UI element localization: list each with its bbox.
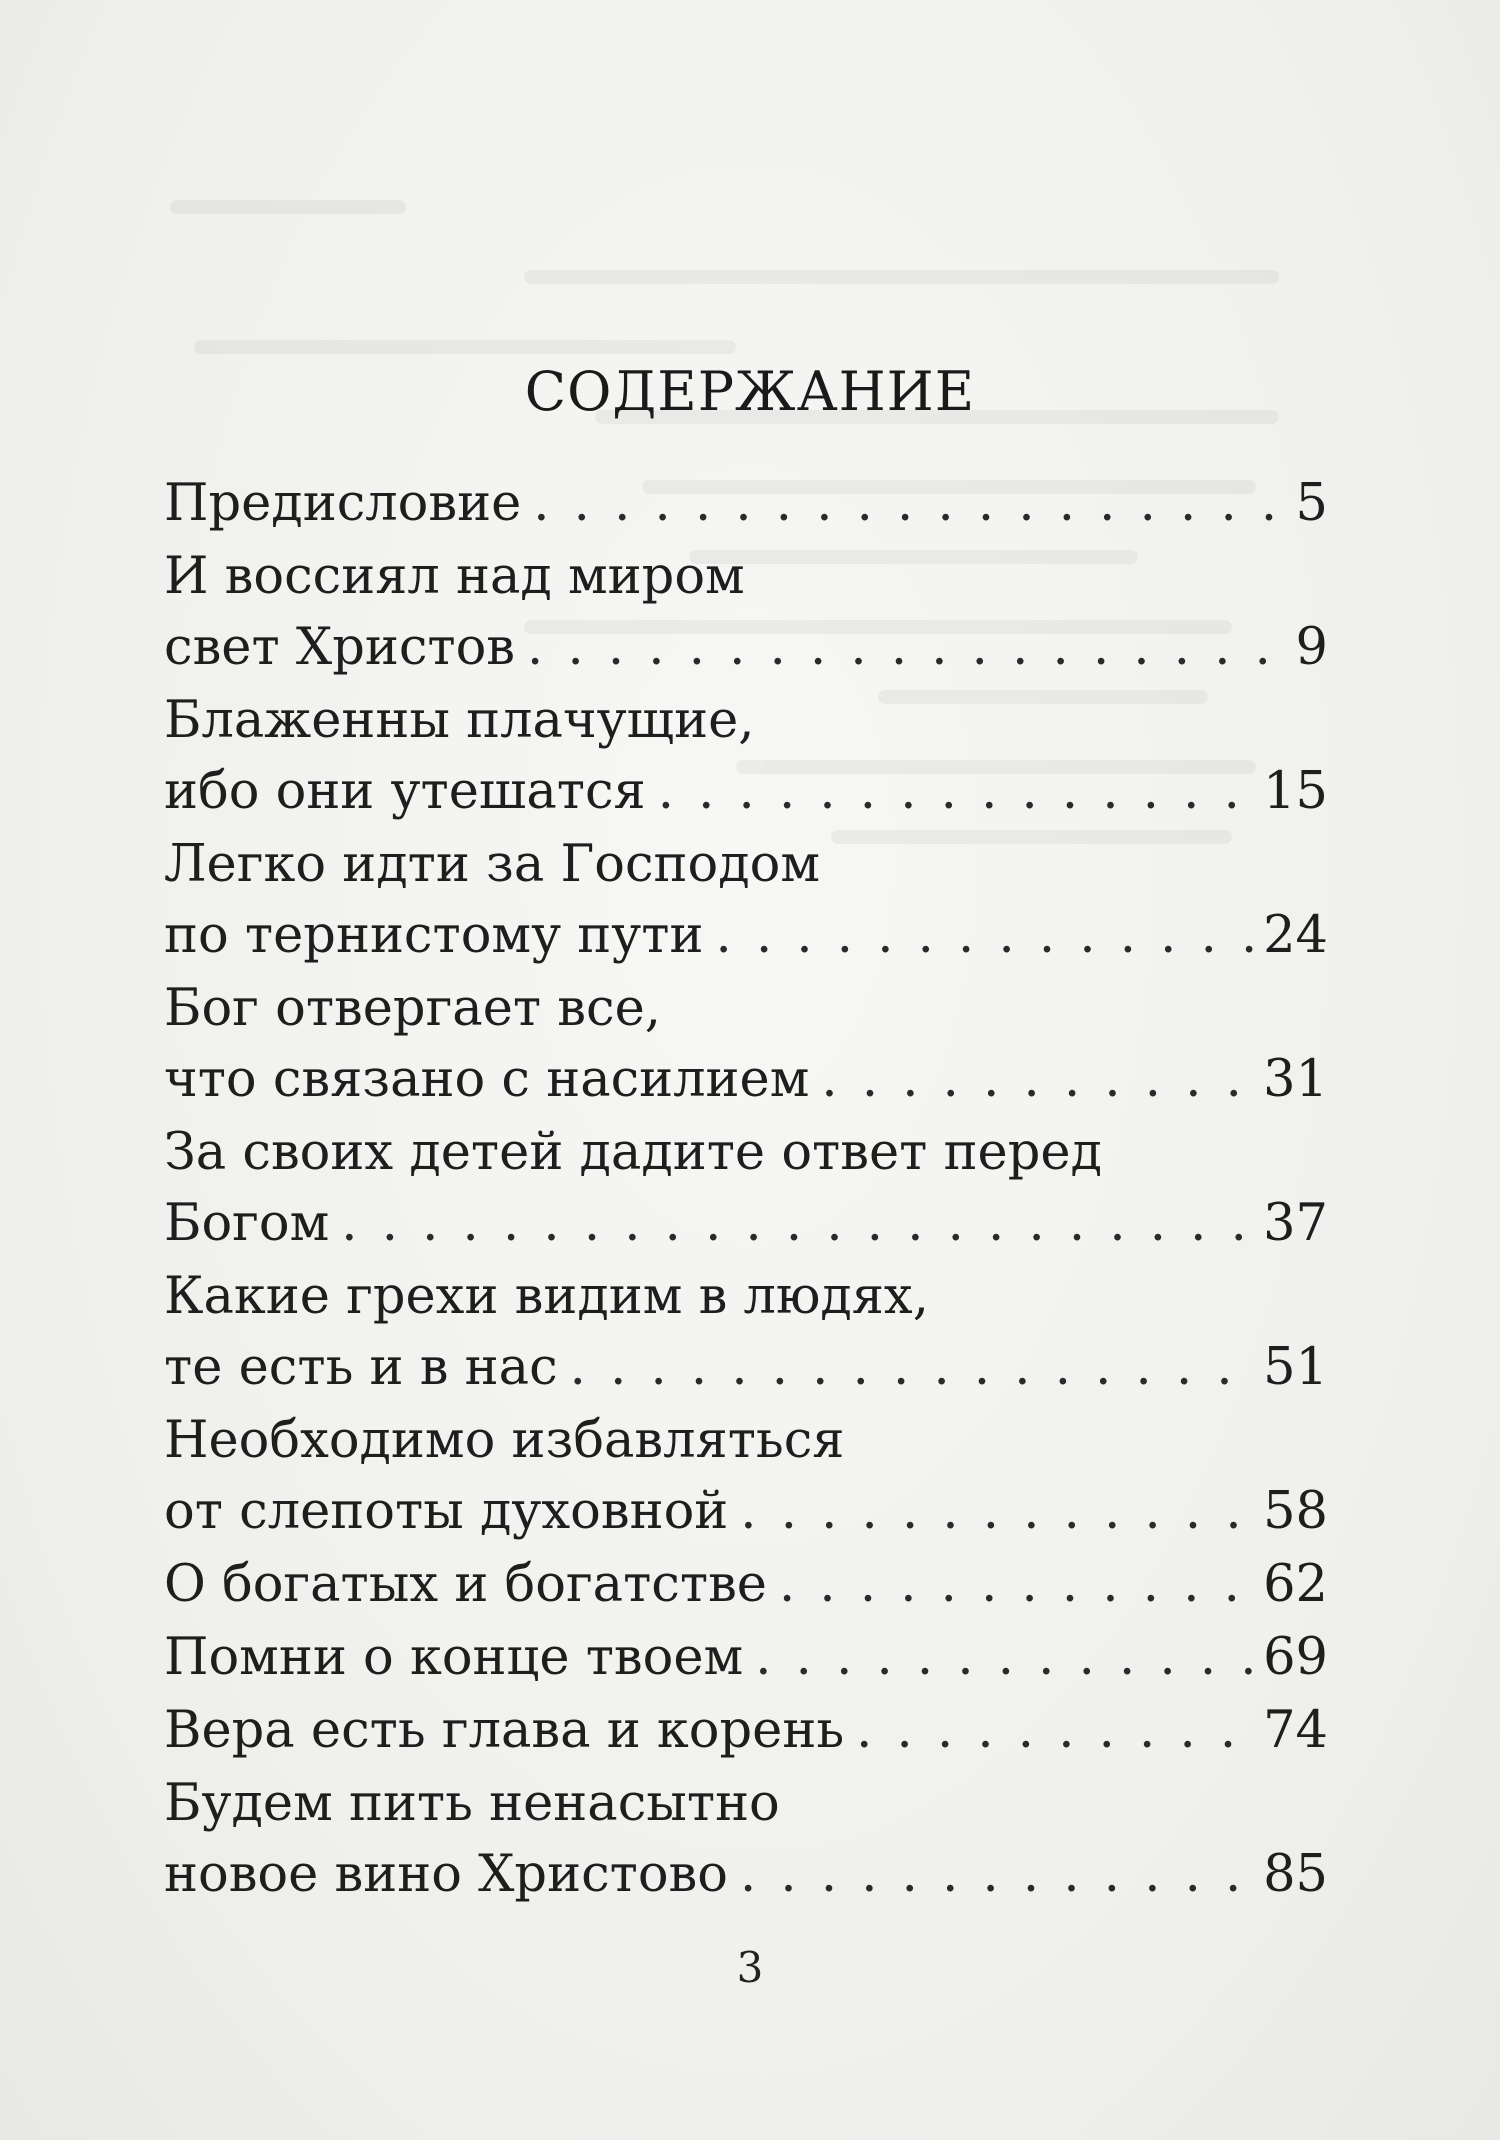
toc-page-number: 85 — [1263, 1845, 1328, 1904]
toc-entry-4[interactable] — [164, 973, 1328, 1115]
dot-leader — [740, 1476, 1253, 1547]
toc-entry-11[interactable] — [164, 1768, 1328, 1910]
toc-entry-1[interactable] — [164, 541, 1328, 683]
dot-leader — [779, 1549, 1253, 1620]
toc-entry-8[interactable] — [164, 1549, 1328, 1620]
toc-page-number: 31 — [1263, 1050, 1328, 1109]
toc-entry-title: Помни о конце твоем — [164, 1628, 744, 1687]
toc-entry-title: За своих детей дадите ответ перед — [164, 1123, 1102, 1182]
toc-page-number: 74 — [1263, 1701, 1328, 1760]
toc-entry-2[interactable] — [164, 685, 1328, 827]
toc-entry-title-continued: ибо они утешатся — [164, 762, 646, 821]
toc-page-number: 58 — [1263, 1482, 1328, 1541]
toc-entry-preface[interactable] — [164, 468, 1328, 539]
table-of-contents — [164, 468, 1328, 1912]
toc-entry-title: Предисловие — [164, 474, 522, 533]
toc-page-number: 5 — [1295, 474, 1328, 533]
toc-entry-title: Будем пить ненасытно — [164, 1774, 780, 1833]
toc-entry-title: И воссиял над миром — [164, 547, 745, 606]
toc-entry-title: Легко идти за Господом — [164, 835, 821, 894]
dot-leader — [856, 1695, 1253, 1766]
dot-leader — [821, 1044, 1253, 1115]
contents-title: СОДЕРЖАНИЕ — [524, 360, 976, 423]
toc-entry-6[interactable] — [164, 1261, 1328, 1403]
dot-leader — [533, 468, 1278, 539]
toc-page-number: 62 — [1263, 1555, 1328, 1614]
toc-page-number: 69 — [1263, 1628, 1328, 1687]
toc-entry-title: Вера есть глава и корень — [164, 1701, 845, 1760]
toc-entry-title-continued: Богом — [164, 1194, 330, 1253]
toc-page-number: 37 — [1263, 1194, 1328, 1253]
dot-leader — [527, 612, 1278, 683]
toc-page-number: 15 — [1263, 762, 1328, 821]
toc-page-number: 9 — [1295, 618, 1328, 677]
toc-entry-title-continued: те есть и в нас — [164, 1338, 558, 1397]
toc-entry-title-continued: от слепоты духовной — [164, 1482, 729, 1541]
dot-leader — [755, 1622, 1253, 1693]
toc-entry-9[interactable] — [164, 1622, 1328, 1693]
toc-entry-3[interactable] — [164, 829, 1328, 971]
dot-leader — [740, 1839, 1253, 1910]
toc-entry-title-continued: новое вино Христово — [164, 1845, 728, 1904]
toc-entry-title-continued: что связано с насилием — [164, 1050, 810, 1109]
toc-entry-title: Необходимо избавляться — [164, 1411, 845, 1470]
dot-leader — [716, 900, 1254, 971]
toc-entry-10[interactable] — [164, 1695, 1328, 1766]
dot-leader — [570, 1332, 1253, 1403]
toc-entry-7[interactable] — [164, 1405, 1328, 1547]
dot-leader — [658, 756, 1253, 827]
toc-entry-title: О богатых и богатстве — [164, 1555, 767, 1614]
toc-page-number: 51 — [1263, 1338, 1328, 1397]
toc-entry-title: Блаженны плачущие, — [164, 691, 755, 750]
toc-entry-title: Бог отвергает все, — [164, 979, 661, 1038]
toc-entry-title-continued: по тернистому пути — [164, 906, 704, 965]
toc-page-number: 24 — [1263, 906, 1328, 965]
toc-entry-title: Какие грехи видим в людях, — [164, 1267, 929, 1326]
toc-entry-title-continued: свет Христов — [164, 618, 516, 677]
toc-entry-5[interactable] — [164, 1117, 1328, 1259]
page-number: 3 — [736, 1943, 764, 1992]
dot-leader — [341, 1188, 1253, 1259]
